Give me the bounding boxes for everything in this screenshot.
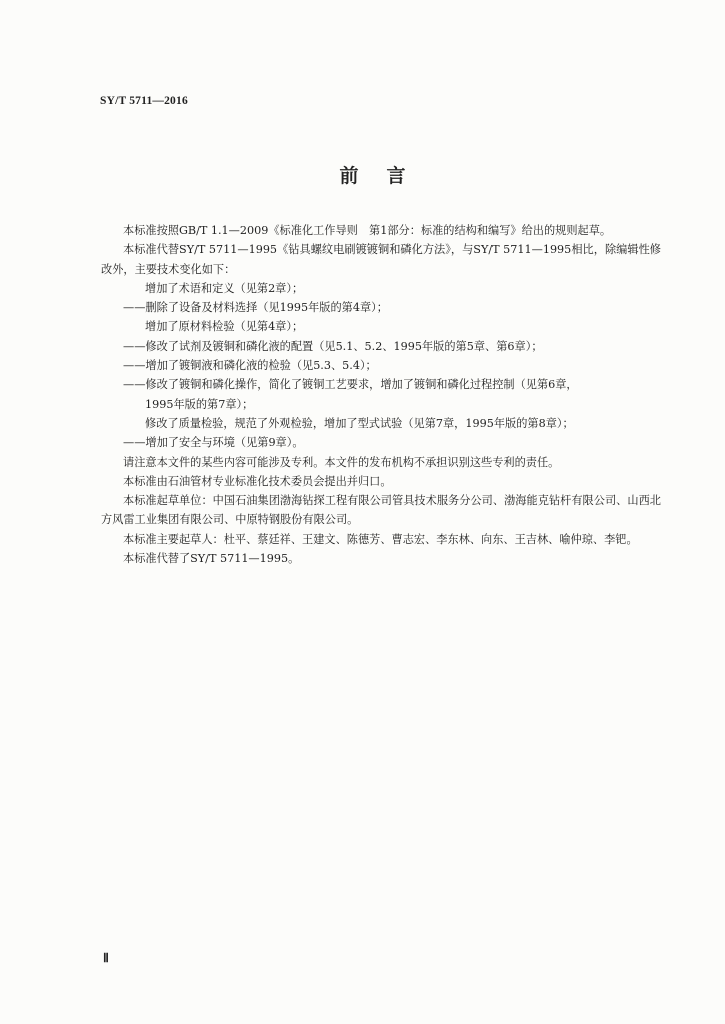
change-item: ——增加了镀铜液和磷化液的检验（见5.3、5.4）；	[123, 359, 377, 373]
paragraph-drafting-units: 本标准起草单位：中国石油集团渤海钻探工程有限公司管具技术服务分公司、渤海能克钻杆有限公司、山西北方风雷工业集团有限公司、中原特钢股份有限公司。	[101, 494, 661, 527]
paragraph-committee: 本标准由石油管材专业标准化技术委员会提出并归口。	[123, 474, 392, 488]
page-number: Ⅱ	[103, 951, 109, 965]
standard-code-header: SY/T 5711—2016	[100, 95, 188, 107]
change-item: 修改了质量检验，规范了外观检验，增加了型式试验（见第7章，1995年版的第8章）；	[145, 416, 574, 430]
paragraph-drafters: 本标准主要起草人：杜平、蔡廷祥、王建文、陈德芳、曹志宏、李东林、向东、王吉林、喻仲琼、李钯。	[123, 532, 638, 546]
page-title: 前言	[339, 165, 434, 187]
change-item: 增加了原材料检验（见第4章）；	[145, 320, 304, 334]
paragraph-patent-notice: 请注意本文件的某些内容可能涉及专利。本文件的发布机构不承担识别这些专利的责任。	[123, 455, 560, 469]
paragraph-replaced: 本标准代替了SY/T 5711—1995。	[123, 552, 300, 566]
foreword-body	[101, 221, 661, 568]
paragraph-drafting-rules: 本标准按照GB/T 1.1—2009《标准化工作导则 第1部分：标准的结构和编写》给出的规则起草。	[123, 224, 612, 237]
change-item: ——修改了镀铜和磷化操作，简化了镀铜工艺要求，增加了镀铜和磷化过程控制（见第6章，	[123, 378, 578, 392]
change-item-continuation: 1995年版的第7章）；	[145, 397, 254, 411]
change-item: 增加了术语和定义（见第2章）；	[145, 281, 304, 295]
change-item: ——修改了试剂及镀铜和磷化液的配置（见5.1、5.2、1995年版的第5章、第6章）；	[123, 339, 543, 353]
paragraph-replacement: 本标准代替SY/T 5711—1995《钻具螺纹电刷镀镀铜和磷化方法》，与SY/T 5711—1995相比，除编辑性修改外，主要技术变化如下：	[101, 243, 661, 276]
change-item: ——增加了安全与环境（见第9章）。	[123, 436, 304, 450]
change-item: ——删除了设备及材料选择（见1995年版的第4章）；	[123, 301, 388, 315]
